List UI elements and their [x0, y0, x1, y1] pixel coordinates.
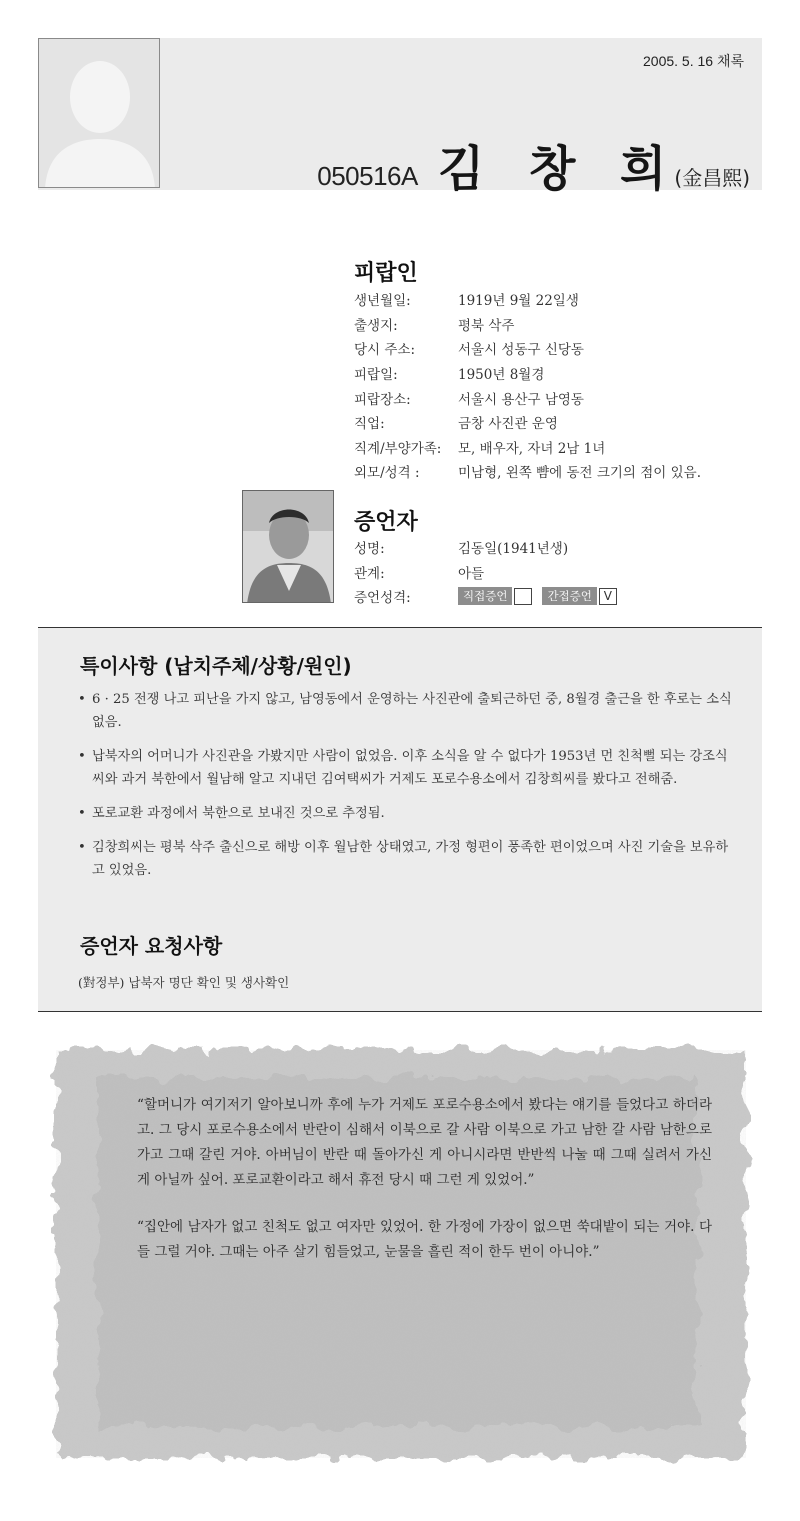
abductee-name: 김 창 희: [437, 141, 681, 197]
info-label: 증언성격:: [354, 590, 411, 607]
info-row-appearance: [354, 459, 701, 484]
info-row-address: [354, 336, 701, 361]
direct-testimony-label: 직접증언: [458, 587, 512, 605]
info-value: 김동일(1941년생): [458, 541, 569, 558]
registration-date: 2005. 5. 16 채록: [643, 53, 744, 69]
witness-portrait-icon: [243, 491, 334, 603]
info-value: 서울시 성동구 신당동: [458, 342, 584, 359]
info-value: 미남형, 왼쪽 뺨에 동전 크기의 점이 있음.: [458, 465, 701, 482]
info-row-abduction-date: [354, 361, 701, 386]
info-row-occupation: [354, 410, 701, 435]
witness-info-table: [354, 535, 627, 609]
list-item: • 납북자의 어머니가 사진관을 가봤지만 사람이 없었음. 이후 소식을 알 수 없다가 1953년 먼 친척뻘 되는 강조식씨와 과거 북한에서 월남해 알고 지내던 김여택씨가 거제도 포로수용소에서 김창희씨를 봤다고 전해줌.: [78, 745, 738, 791]
case-id: 050516A: [317, 161, 418, 191]
info-label: 성명:: [354, 541, 385, 558]
info-value: 아들: [458, 565, 485, 582]
witness-photo: [242, 490, 334, 603]
notes-title: 특이사항 (납치주체/상황/원인): [80, 654, 352, 678]
info-label: 관계:: [354, 565, 385, 582]
info-label: 외모/성격 :: [354, 465, 420, 482]
abductee-photo-placeholder: [38, 38, 160, 188]
info-row-witness-name: [354, 535, 627, 560]
direct-testimony-checkbox[interactable]: [514, 588, 532, 605]
abductee-info-table: [354, 287, 701, 484]
name-row: [317, 130, 750, 199]
info-label: 피랍일:: [354, 367, 398, 384]
list-item: • 김창희씨는 평북 삭주 출신으로 해방 이후 월남한 상태였고, 가정 형편이 풍족한 편이었으며 사진 기술을 보유하고 있었음.: [78, 836, 738, 882]
info-row-birthplace: [354, 312, 701, 337]
info-label: 직계/부양가족:: [354, 440, 442, 457]
info-label: 피랍장소:: [354, 391, 411, 408]
info-value: 모, 배우자, 자녀 2남 1녀: [458, 440, 606, 457]
abductee-name-hanja: (金昌熙): [674, 166, 750, 190]
info-row-testimony-type: [354, 584, 627, 609]
info-row-relationship: [354, 560, 627, 585]
witness-section-title: 증언자: [354, 510, 418, 535]
info-label: 당시 주소:: [354, 342, 416, 359]
info-row-abduction-place: [354, 385, 701, 410]
witness-request-title: 증언자 요청사항: [80, 934, 223, 958]
quote-paragraph: “할머니가 여기저기 알아보니까 후에 누가 거제도 포로수용소에서 봤다는 얘기를 들었다고 하더라고. 그 당시 포로수용소에서 반란이 심해서 이북으로 갈 사람 이북으로 가고 남한 갈 사람 남한으로 가고 그때 갈린 거야. 아버님이 반란 때 돌아가신 게 아니시라면 반반씩 나눌 때 그때 실려서 가신 게 아닐까 싶어. 포로교환이라고 해서 휴전 당시 때 그런 게 있었어.”: [137, 1097, 712, 1188]
list-item: • 6 · 25 전쟁 나고 피난을 가지 않고, 남영동에서 운영하는 사진관에 출퇴근하던 중, 8월경 출근을 한 후로는 소식 없음.: [78, 688, 738, 734]
info-value: 1950년 8월경: [458, 367, 545, 384]
info-value: 평북 삭주: [458, 317, 515, 334]
info-value: 금창 사진관 운영: [458, 416, 558, 433]
testimony-quotes: [137, 1093, 712, 1287]
info-row-birthdate: [354, 287, 701, 312]
indirect-testimony-checkbox[interactable]: V: [599, 588, 617, 605]
info-value: 1919년 9월 22일생: [458, 293, 579, 310]
indirect-testimony-label: 간접증언: [542, 587, 596, 605]
info-label: 생년월일:: [354, 293, 411, 310]
witness-request-text: (對정부) 납북자 명단 확인 및 생사확인: [78, 975, 290, 990]
testimony-type-options: [458, 587, 627, 605]
notes-list: [78, 688, 738, 893]
info-label: 출생지:: [354, 317, 398, 334]
info-row-family: [354, 435, 701, 460]
info-value: 서울시 용산구 남영동: [458, 391, 584, 408]
person-silhouette-icon: [39, 39, 160, 188]
info-label: 직업:: [354, 416, 385, 433]
notes-section: [38, 627, 762, 1012]
abductee-section-title: 피랍인: [354, 261, 418, 286]
header-banner: [38, 38, 762, 197]
list-item: • 포로교환 과정에서 북한으로 보내진 것으로 추정됨.: [78, 802, 738, 825]
quote-paragraph: “집안에 남자가 없고 친척도 없고 여자만 있었어. 한 가정에 가장이 없으면 쑥대밭이 되는 거야. 다들 그럴 거야. 그때는 아주 살기 힘들었고, 눈물을 흘린 적이 한두 번이 아니야.”: [137, 1219, 712, 1260]
